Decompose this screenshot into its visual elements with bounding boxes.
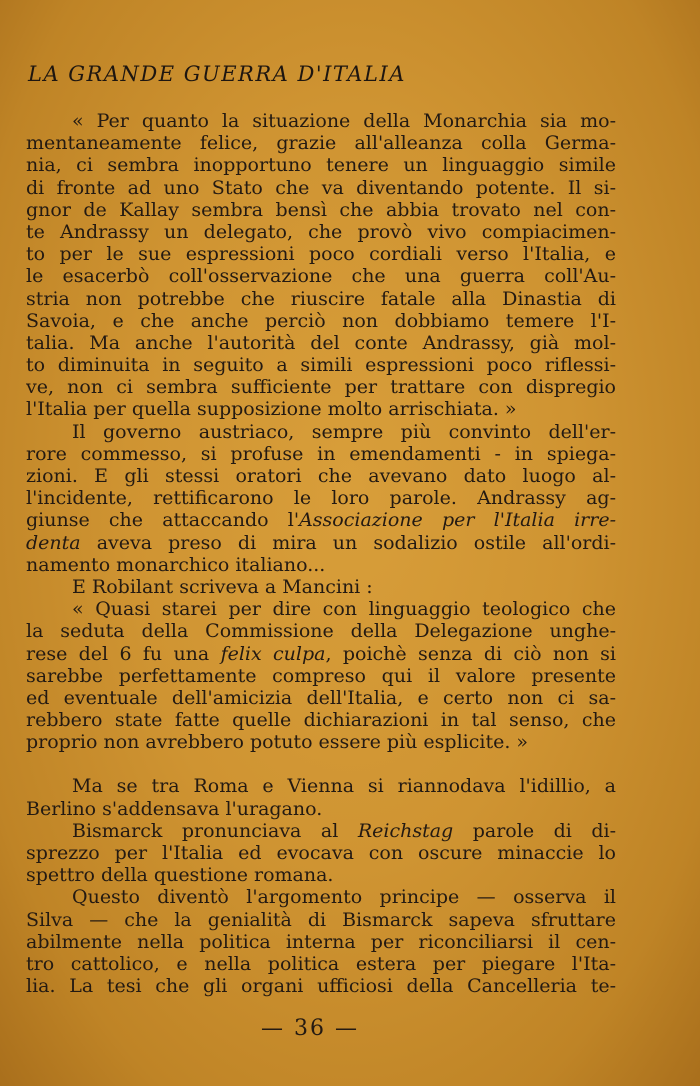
running-head: LA GRANDE GUERRA D'ITALIA: [28, 62, 406, 86]
text-line: Savoia, e che anche perciò non dobbiamo temere l'I-: [26, 309, 616, 332]
text-line: Ma se tra Roma e Vienna si riannodava l'idillio, a: [72, 775, 616, 798]
text-line: la seduta della Commissione della Delegazione unghe-: [26, 620, 616, 643]
text-line: stria non potrebbe che riuscire fatale alla Dinastia di: [26, 287, 616, 310]
text-line: E Robilant scriveva a Mancini :: [72, 575, 373, 598]
text-line: « Quasi starei per dire con linguaggio teologico che: [72, 598, 616, 621]
text-line: di fronte ad uno Stato che va diventando potente. Il si-: [26, 176, 616, 199]
text-line: mentaneamente felice, grazie all'alleanza colla Germa-: [26, 132, 616, 155]
text-line: l'Italia per quella supposizione molto arrischiata. »: [26, 398, 517, 421]
text-line: rore commesso, si profuse in emendamenti - in spiega-: [26, 442, 616, 465]
text-line-mixed: [26, 509, 616, 531]
text-line: Questo diventò l'argomento principe — osserva il: [72, 886, 616, 909]
text-line: proprio non avrebbero potuto essere più esplicite. »: [26, 731, 529, 754]
text-line-mixed: [26, 820, 616, 842]
text-line: te Andrassy un delegato, che provò vivo compiacimen-: [26, 220, 616, 243]
page-number: — 36 —: [261, 1016, 359, 1041]
text-line-mixed: [26, 532, 616, 554]
page-body: [26, 110, 616, 997]
text-line-mixed: [26, 643, 616, 665]
text-line: sarebbe perfettamente compreso qui il valore presente: [26, 664, 616, 687]
text-run: aveva preso di mira un sodalizio ostile all'ordi-: [80, 531, 616, 554]
text-run: giunse che attaccando l': [26, 509, 300, 532]
text-line: ed eventuale dell'amicizia dell'Italia, e certo non ci sa-: [26, 686, 616, 709]
italic-run: denta: [26, 531, 81, 554]
text-line: nia, ci sembra inopportuno tenere un linguaggio simile: [26, 154, 616, 177]
text-line: abilmente nella politica interna per riconciliarsi il cen-: [26, 930, 616, 953]
text-run: Bismarck pronunciava al: [72, 819, 358, 842]
text-run: , poichè senza di ciò non si: [325, 642, 616, 665]
text-line: ve, non ci sembra sufficiente per trattare con dispregio: [26, 376, 616, 399]
text-line: Il governo austriaco, sempre più convinto dell'er-: [72, 420, 616, 443]
text-line: gnor de Kallay sembra bensì che abbia trovato nel con-: [26, 198, 616, 221]
text-run: parole di di-: [453, 819, 616, 842]
text-line: talia. Ma anche l'autorità del conte Andrassy, già mol-: [26, 331, 616, 354]
text-line: l'incidente, rettificarono le loro parole. Andrassy ag-: [26, 487, 616, 510]
text-line: le esacerbò coll'osservazione che una guerra coll'Au-: [26, 265, 616, 288]
section-gap: [26, 753, 616, 775]
text-line: zioni. E gli stessi oratori che avevano dato luogo al-: [26, 465, 616, 487]
italic-run: felix culpa: [220, 642, 326, 665]
text-run: rese del 6 fu una: [26, 642, 221, 665]
italic-run: Associazione per l'Italia irre-: [299, 509, 616, 532]
italic-run: Reichstag: [357, 819, 454, 842]
text-line: namento monarchico italiano...: [26, 553, 326, 576]
text-line: sprezzo per l'Italia ed evocava con oscure minaccie lo: [26, 842, 616, 864]
text-line: tro cattolico, e nella politica estera per piegare l'Ita-: [26, 952, 616, 975]
text-line: rebbero state fatte quelle dichiarazioni in tal senso, che: [26, 709, 616, 732]
text-line: Berlino s'addensava l'uragano.: [26, 797, 323, 820]
text-line: to diminuita in seguito a simili espressioni poco riflessi-: [26, 354, 616, 377]
text-line: to per le sue espressioni poco cordiali verso l'Italia, e: [26, 243, 616, 266]
text-line: Silva — che la genialità di Bismarck sapeva sfruttare: [26, 908, 616, 931]
text-line: spettro della questione romana.: [26, 864, 334, 887]
text-line: « Per quanto la situazione della Monarchia sia mo-: [72, 110, 616, 132]
text-line: lia. La tesi che gli organi ufficiosi della Cancelleria te-: [26, 975, 616, 998]
